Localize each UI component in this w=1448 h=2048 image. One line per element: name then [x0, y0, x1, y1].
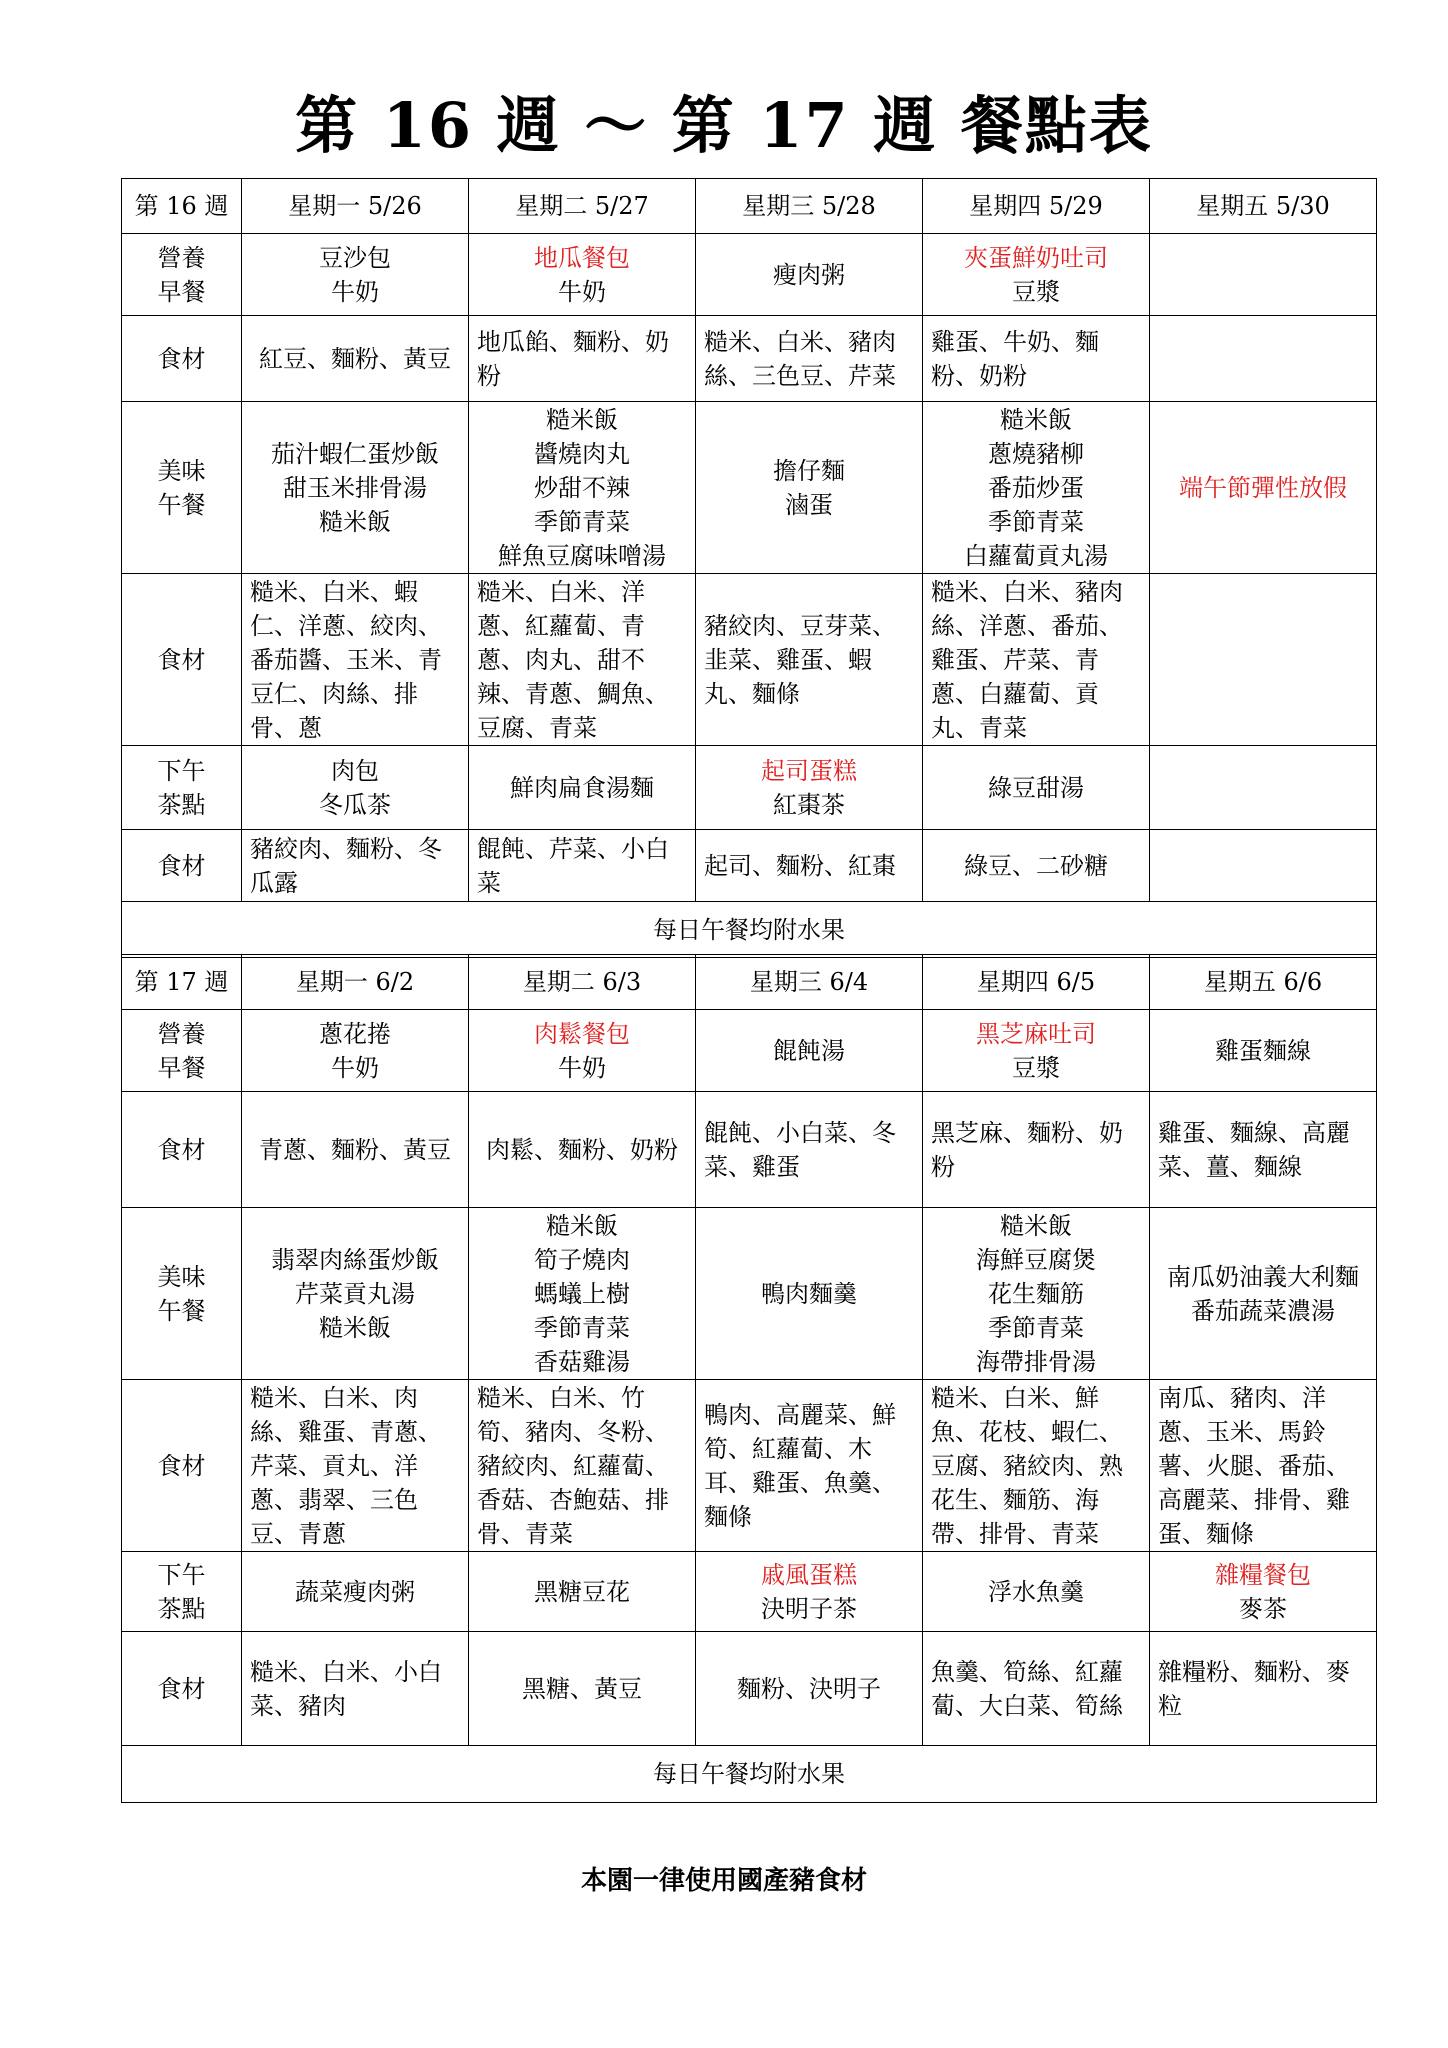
dish-name: 擔仔麵: [773, 456, 845, 485]
ingredients-cell: 糙米、白米、竹筍、豬肉、冬粉、豬絞肉、紅蘿蔔、香菇、杏鮑菇、排骨、青菜: [469, 1380, 696, 1552]
dish-name: 地瓜餐包: [534, 243, 630, 272]
meal-cell: [696, 234, 923, 316]
meal-cell: [242, 402, 469, 574]
meal-cell: [696, 746, 923, 830]
ingredients-cell: 地瓜餡、麵粉、奶粉: [469, 316, 696, 402]
ingredients-cell: 綠豆、二砂糖: [923, 830, 1150, 902]
dish-name: 鴨肉麵羹: [761, 1279, 857, 1308]
dish-name: 蔥燒豬柳: [988, 439, 1084, 468]
meal-cell: [242, 1552, 469, 1632]
dish-name: 夾蛋鮮奶吐司: [964, 243, 1108, 272]
week-header: 第 16 週: [122, 179, 242, 234]
dish-name: 戚風蛋糕: [761, 1560, 857, 1589]
dish-name: 浮水魚羹: [988, 1577, 1084, 1606]
ingredients-cell: 豬絞肉、豆芽菜、韭菜、雞蛋、蝦丸、麵條: [696, 574, 923, 746]
ingredients-cell: [1150, 316, 1377, 402]
ingredients-cell: 糙米、白米、鮮魚、花枝、蝦仁、豆腐、豬絞肉、熟花生、麵筋、海帶、排骨、青菜: [923, 1380, 1150, 1552]
row-label-breakfast: 營養 早餐: [122, 234, 242, 316]
dish-name: 季節青菜: [988, 1313, 1084, 1342]
ingredients-cell: 起司、麵粉、紅棗: [696, 830, 923, 902]
meal-cell: [923, 1010, 1150, 1092]
dish-name: 豆漿: [1012, 277, 1060, 306]
ingredients-cell: 麵粉、決明子: [696, 1632, 923, 1746]
ingredients-cell: 雞蛋、麵線、高麗菜、薑、麵線: [1150, 1092, 1377, 1208]
dish-name: 牛奶: [558, 1053, 606, 1082]
ingredients-cell: 豬絞肉、麵粉、冬瓜露: [242, 830, 469, 902]
dish-name: 冬瓜茶: [319, 790, 391, 819]
fruit-note: 每日午餐均附水果: [122, 902, 1377, 958]
day-header: 星期四 5/29: [923, 179, 1150, 234]
ingredients-cell: 餛飩、小白菜、冬菜、雞蛋: [696, 1092, 923, 1208]
dish-name: 季節青菜: [988, 507, 1084, 536]
dish-name: 甜玉米排骨湯: [283, 473, 427, 502]
dish-name: 肉鬆餐包: [534, 1019, 630, 1048]
day-header: 星期二 5/27: [469, 179, 696, 234]
dish-name: 糙米飯: [319, 1313, 391, 1342]
dish-name: 糙米飯: [1000, 1211, 1072, 1240]
fruit-note: 每日午餐均附水果: [122, 1746, 1377, 1803]
meal-cell: [469, 746, 696, 830]
ingredients-cell: [1150, 574, 1377, 746]
dish-name: 鮮魚豆腐味噌湯: [498, 541, 666, 570]
meal-cell: [923, 402, 1150, 574]
meal-cell: [469, 1010, 696, 1092]
dish-name: 糙米飯: [1000, 405, 1072, 434]
dish-name: 蔥花捲: [319, 1019, 391, 1048]
dish-name: 鮮肉扁食湯麵: [510, 773, 654, 802]
dish-name: 雞蛋麵線: [1215, 1036, 1311, 1065]
row-label-lunch: 美味 午餐: [122, 1208, 242, 1380]
meal-cell: [469, 402, 696, 574]
meal-cell: [242, 234, 469, 316]
day-header: 星期一 5/26: [242, 179, 469, 234]
dish-name: 花生麵筋: [988, 1279, 1084, 1308]
day-header: 星期三 6/4: [696, 955, 923, 1010]
dish-name: 豆漿: [1012, 1053, 1060, 1082]
meal-cell: [242, 746, 469, 830]
row-label-snack: 下午 茶點: [122, 746, 242, 830]
ingredients-cell: 黑糖、黃豆: [469, 1632, 696, 1746]
row-label-breakfast: 營養 早餐: [122, 1010, 242, 1092]
ingredients-cell: 糙米、白米、豬肉絲、洋蔥、番茄、雞蛋、芹菜、青蔥、白蘿蔔、貢丸、青菜: [923, 574, 1150, 746]
ingredients-cell: 雜糧粉、麵粉、麥粒: [1150, 1632, 1377, 1746]
ingredients-cell: 魚羹、筍絲、紅蘿蔔、大白菜、筍絲: [923, 1632, 1150, 1746]
meal-cell: [923, 1552, 1150, 1632]
meal-cell: [923, 746, 1150, 830]
row-label-ingredients: 食材: [122, 316, 242, 402]
meal-cell: [1150, 1010, 1377, 1092]
dish-name: 紅棗茶: [773, 790, 845, 819]
day-header: 星期五 6/6: [1150, 955, 1377, 1010]
week17-menu-table: [121, 954, 1377, 1803]
dish-name: 蔬菜瘦肉粥: [295, 1577, 415, 1606]
dish-name: 牛奶: [331, 277, 379, 306]
meal-cell: [242, 1010, 469, 1092]
row-label-ingredients: 食材: [122, 1092, 242, 1208]
day-header: 星期一 6/2: [242, 955, 469, 1010]
day-header: 星期四 6/5: [923, 955, 1150, 1010]
meal-cell: [1150, 746, 1377, 830]
ingredients-cell: 鴨肉、高麗菜、鮮筍、紅蘿蔔、木耳、雞蛋、魚羹、麵條: [696, 1380, 923, 1552]
row-label-snack: 下午 茶點: [122, 1552, 242, 1632]
ingredients-cell: 糙米、白米、洋蔥、紅蘿蔔、青蔥、肉丸、甜不辣、青蔥、鯛魚、豆腐、青菜: [469, 574, 696, 746]
meal-cell: [696, 1552, 923, 1632]
dish-name: 麥茶: [1239, 1594, 1287, 1623]
dish-name: 螞蟻上樹: [534, 1279, 630, 1308]
meal-cell: [923, 234, 1150, 316]
dish-name: 季節青菜: [534, 1313, 630, 1342]
dish-name: 綠豆甜湯: [988, 773, 1084, 802]
ingredients-cell: 糙米、白米、小白菜、豬肉: [242, 1632, 469, 1746]
dish-name: 起司蛋糕: [761, 756, 857, 785]
dish-name: 海帶排骨湯: [976, 1347, 1096, 1376]
dish-name: 炒甜不辣: [534, 473, 630, 502]
dish-name: 瘦肉粥: [773, 260, 845, 289]
dish-name: 茄汁蝦仁蛋炒飯: [271, 439, 439, 468]
ingredients-cell: 糙米、白米、肉絲、雞蛋、青蔥、芹菜、貢丸、洋蔥、翡翠、三色豆、青蔥: [242, 1380, 469, 1552]
dish-name: 牛奶: [331, 1053, 379, 1082]
row-label-ingredients: 食材: [122, 1380, 242, 1552]
dish-name: 番茄炒蛋: [988, 473, 1084, 502]
dish-name: 白蘿蔔貢丸湯: [964, 541, 1108, 570]
dish-name: 番茄蔬菜濃湯: [1191, 1296, 1335, 1325]
meal-cell: [242, 1208, 469, 1380]
dish-name: 豆沙包: [319, 243, 391, 272]
dish-name: 肉包: [331, 756, 379, 785]
ingredients-cell: 雞蛋、牛奶、麵粉、奶粉: [923, 316, 1150, 402]
dish-name: 醬燒肉丸: [534, 439, 630, 468]
day-header: 星期五 5/30: [1150, 179, 1377, 234]
ingredients-cell: 青蔥、麵粉、黃豆: [242, 1092, 469, 1208]
meal-cell: [1150, 234, 1377, 316]
dish-name: 海鮮豆腐煲: [976, 1245, 1096, 1274]
week-header: 第 17 週: [122, 955, 242, 1010]
footer-note: 本園一律使用國產豬食材: [580, 1866, 867, 1896]
row-label-ingredients: 食材: [122, 1632, 242, 1746]
dish-name: 雜糧餐包: [1215, 1560, 1311, 1589]
dish-name: 黑芝麻吐司: [976, 1019, 1096, 1048]
page-title: 第 16 週 ～ 第 17 週 餐點表: [295, 89, 1153, 162]
dish-name: 翡翠肉絲蛋炒飯: [271, 1245, 439, 1274]
dish-name: 香菇雞湯: [534, 1347, 630, 1376]
row-label-ingredients: 食材: [122, 830, 242, 902]
ingredients-cell: 餛飩、芹菜、小白菜: [469, 830, 696, 902]
meal-cell: [1150, 1208, 1377, 1380]
dish-name: 黑糖豆花: [534, 1577, 630, 1606]
row-label-lunch: 美味 午餐: [122, 402, 242, 574]
ingredients-cell: 南瓜、豬肉、洋蔥、玉米、馬鈴薯、火腿、番茄、高麗菜、排骨、雞蛋、麵條: [1150, 1380, 1377, 1552]
dish-name: 糙米飯: [546, 1211, 618, 1240]
ingredients-cell: 糙米、白米、蝦仁、洋蔥、絞肉、番茄醬、玉米、青豆仁、肉絲、排骨、蔥: [242, 574, 469, 746]
dish-name: 餛飩湯: [773, 1036, 845, 1065]
dish-name: 滷蛋: [785, 490, 833, 519]
meal-cell: [1150, 402, 1377, 574]
dish-name: 季節青菜: [534, 507, 630, 536]
meal-cell: [696, 402, 923, 574]
ingredients-cell: 糙米、白米、豬肉絲、三色豆、芹菜: [696, 316, 923, 402]
dish-name: 南瓜奶油義大利麵: [1167, 1262, 1359, 1291]
dish-name: 筍子燒肉: [534, 1245, 630, 1274]
dish-name: 決明子茶: [761, 1594, 857, 1623]
ingredients-cell: [1150, 830, 1377, 902]
ingredients-cell: 紅豆、麵粉、黃豆: [242, 316, 469, 402]
ingredients-cell: 黑芝麻、麵粉、奶粉: [923, 1092, 1150, 1208]
meal-cell: [696, 1208, 923, 1380]
meal-cell: [923, 1208, 1150, 1380]
dish-name: 牛奶: [558, 277, 606, 306]
day-header: 星期三 5/28: [696, 179, 923, 234]
dish-name: 芹菜貢丸湯: [295, 1279, 415, 1308]
dish-name: 糙米飯: [546, 405, 618, 434]
meal-cell: [469, 1208, 696, 1380]
row-label-ingredients: 食材: [122, 574, 242, 746]
meal-cell: [469, 1552, 696, 1632]
dish-name: 糙米飯: [319, 507, 391, 536]
week16-menu-table: [121, 178, 1377, 958]
meal-cell: [469, 234, 696, 316]
meal-cell: [1150, 1552, 1377, 1632]
meal-cell: [696, 1010, 923, 1092]
day-header: 星期二 6/3: [469, 955, 696, 1010]
ingredients-cell: 肉鬆、麵粉、奶粉: [469, 1092, 696, 1208]
dish-name: 端午節彈性放假: [1179, 473, 1347, 502]
